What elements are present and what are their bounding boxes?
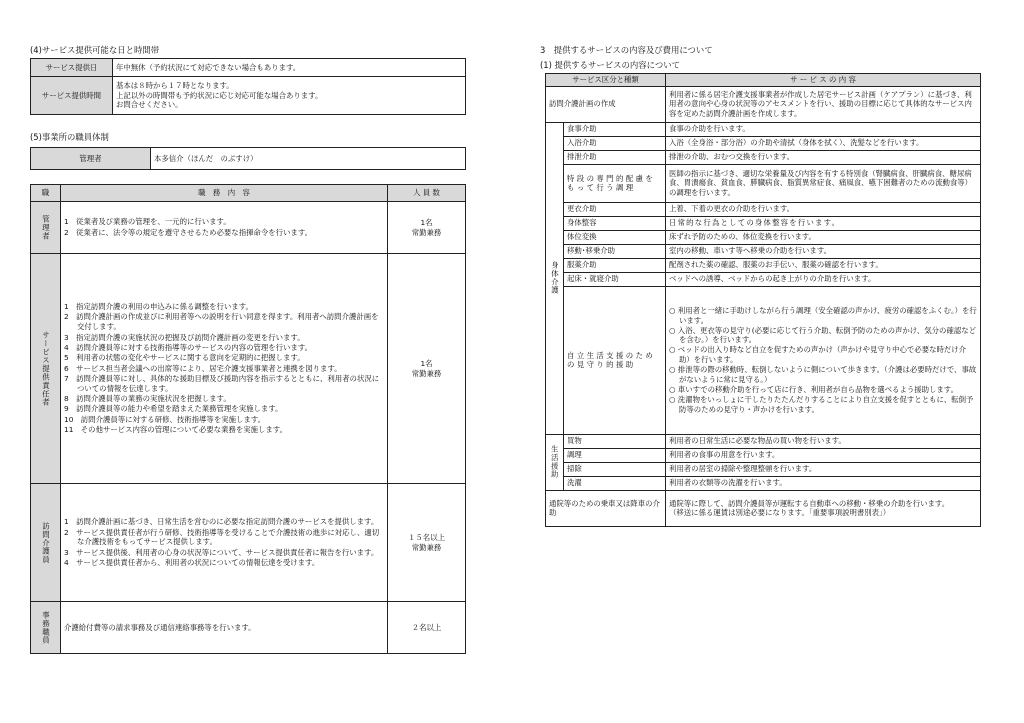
duty-item: 1 従業者及び業務の管理を、一元的に行います。 (64, 217, 231, 227)
transport-label: 通院等のための乗車又は降車の介助 (546, 490, 666, 526)
table-row (546, 86, 981, 122)
service-day-value: 年中無休（予約状況にて対応できない場合もあります。 (113, 59, 466, 77)
service-label: 服薬介助 (564, 258, 666, 272)
header-service-content: サ ー ビ ス の 内 容 (666, 74, 981, 87)
service-label: 掃除 (564, 462, 666, 476)
manager-name: 本多信介（ほんだ のぶすけ） (151, 148, 466, 170)
count-cell (388, 254, 466, 484)
duties-cell (61, 254, 388, 484)
support-item: ○ ベッドの出入り時など自立を促すための声かけ（声かけや見守り中心で必要な時だけ介助）を行います。 (669, 345, 967, 365)
duty-item: 4 訪問介護員等に対する技術指導等のサービスの内容の管理を行います。 (64, 342, 313, 352)
table-row (546, 202, 981, 216)
duty-item: 2 サービス提供責任者が行う研修、技術指導等を受けることで介護技術の進歩に対応し、適切な介護技術をもってサービス提供します。 (64, 527, 380, 547)
transport-content (666, 490, 981, 526)
section-5-title: (5)事業所の職員体制 (30, 132, 109, 142)
count-cell (388, 202, 466, 254)
service-label: 買物 (564, 434, 666, 448)
table-row (546, 230, 981, 244)
duty-item: 1 指定訪問介護の利用の申込みに係る調整を行います。 (64, 302, 253, 312)
duty-item: 3 サービス提供後、利用者の心身の状況等について、サービス提供責任者に報告を行います。 (64, 547, 379, 557)
service-label: 特段の専門的配慮をもって行う調理 (564, 164, 666, 202)
table-row (546, 216, 981, 230)
service-time-table (30, 58, 466, 115)
duty-item: 11 その他サービス内容の管理について必要な業務を実施します。 (64, 425, 287, 435)
service-hours-value (113, 77, 466, 115)
service-hours-line: お問合せください。 (116, 100, 183, 110)
section-3-title: 3 提供するサービスの内容及び費用について (540, 45, 713, 55)
service-label: 食事介助 (564, 122, 666, 136)
support-item: ○ 入浴、更衣等の見守り(必要に応じて行う介助、転倒予防のための声かけ、気分の確認などを含む。）を行います。 (669, 325, 977, 345)
staff-table (30, 184, 466, 654)
life-support-group: 生活援助 (546, 434, 564, 490)
table-row (31, 202, 466, 254)
service-content: 入浴（全身浴・部分浴）の介助や清拭（身体を拭く）、洗髪などを行います。 (666, 136, 981, 150)
count-cell (388, 484, 466, 602)
support-item: ○ 車いすでの移動介助を行って店に行き、利用者が自ら品物を選べるよう援助します。 (669, 385, 958, 395)
support-content (666, 286, 981, 434)
section-3-1-title: (1) 提供するサービスの内容について (540, 60, 680, 70)
service-hours-label: サービス提供時間 (31, 77, 113, 115)
service-content: 室内の移動、車いす等へ移乗の介助を行います。 (666, 244, 981, 258)
service-content: 排泄の介助、おむつ交換を行います。 (666, 150, 981, 164)
service-content: 利用者の居室の掃除や整理整頓を行います。 (666, 462, 981, 476)
support-item: ○ 利用者と一緒に手助けしながら行う調理（安全確認の声かけ、疲労の確認をふくむ。）を行います。 (669, 305, 977, 325)
duty-item: 4 サービス提供責任者から、利用者の状況についての情報伝達を受けます。 (64, 558, 320, 568)
count-value: 1名 (420, 217, 433, 227)
service-content: 利用者の日常生活に必要な物品の買い物を行います。 (666, 434, 981, 448)
table-row (546, 462, 981, 476)
plan-content: 利用者に係る居宅介護支援事業者が作成した居宅サービス計画（ケアプラン）に基づき、利用者の意向や心身の状況等のアセスメントを行い、援助の目標に応じて具体的なサービス内容を定めた訪問介護計画を作成します。 (666, 86, 981, 122)
service-content: 配剤された薬の確認、服薬のお手伝い、服薬の確認を行います。 (666, 258, 981, 272)
transport-line: （移送に係る運賃は別途必要になります。「重要事項説明書別表」） (669, 508, 891, 518)
support-item: ○ 排泄等の際の移動時、転倒しないように側について歩きます。（介護は必要時だけで、事故がないように常に見守る。） (669, 365, 977, 385)
table-row (546, 490, 981, 526)
duties-cell (61, 202, 388, 254)
table-row (546, 258, 981, 272)
service-label: 起床・就寝介助 (564, 272, 666, 286)
support-label: 自立生活支援のための見守り的援助 (564, 286, 666, 434)
service-label: 移動･移乗介助 (564, 244, 666, 258)
table-row (546, 136, 981, 150)
role-cell: 管理者 (31, 202, 61, 254)
role-cell: 事務職員 (31, 602, 61, 654)
service-label: 入浴介助 (564, 136, 666, 150)
table-row (546, 244, 981, 258)
table-row (31, 602, 466, 654)
service-label: 体位変換 (564, 230, 666, 244)
duty-item: 10 訪問介護員等に対する研修、技術指導等を実施します。 (64, 414, 265, 424)
table-row (546, 122, 981, 136)
duty-item: 2 従業者に、法令等の規定を遵守させるため必要な指揮命令を行います。 (64, 227, 313, 237)
duty-item: 1 訪問介護計画に基づき、日常生活を営むのに必要な指定訪問介護のサービスを提供します。 (64, 517, 379, 527)
service-content: 日常的な行為としての身体整容を行います。 (666, 216, 981, 230)
support-item: ○ 洗濯物をいっしょに干したりたたんだりすることにより自立支援を促すとともに、転倒予防等のための見守り・声かけを行います。 (669, 395, 974, 414)
duty-item: 5 利用者の状態の変化やサービスに関する意向を定期的に把握します。 (64, 353, 305, 363)
service-label: 洗濯 (564, 476, 666, 490)
duties-cell (61, 602, 388, 654)
service-day-label: サービス提供日 (31, 59, 113, 77)
duty-item: 3 指定訪問介護の実施状況の把握及び訪問介護計画の変更を行います。 (64, 332, 305, 342)
count-value: 1名 (420, 358, 433, 368)
table-row (31, 254, 466, 484)
body-care-group: 身体介護 (546, 122, 564, 434)
service-hours-line: 基本は８時から１７時となります。 (116, 80, 234, 90)
plan-label: 訪問介護計画の作成 (546, 86, 666, 122)
transport-line: 通院等に際して、訪問介護員等が運転する自動車への移動・移乗の介助を行います。 (669, 498, 950, 508)
count-type: 常勤兼務 (411, 542, 442, 552)
table-row (546, 448, 981, 462)
header-count: 人 員 数 (388, 185, 466, 202)
duty-item: 9 訪問介護員等の能力や希望を踏まえた業務管理を実施します。 (64, 404, 283, 414)
service-content: 食事の介助を行います。 (666, 122, 981, 136)
service-content: 医師の指示に基づき、適切な栄養量及び内容を有する特別食（腎臓病食、肝臓病食、糖尿病食、胃潰瘍食、貧血食、膵臓病食、脂質異常症食、痛風食、嚥下困難者のための流動食等）の調理を行います。 (666, 164, 981, 202)
role-cell: 訪問介護員 (31, 484, 61, 602)
table-row (546, 434, 981, 448)
table-row (546, 150, 981, 164)
count-value: ２名以上 (411, 622, 442, 632)
duty-item: 介護給付費等の請求事務及び通信連絡事務等を行います。 (64, 622, 256, 632)
count-value: １５名以上 (408, 532, 445, 542)
service-label: 身体整容 (564, 216, 666, 230)
manager-table (30, 147, 466, 170)
header-duties: 職 務 内 容 (61, 185, 388, 202)
role-cell: サービス提供責任者 (31, 254, 61, 484)
table-row (31, 484, 466, 602)
service-label: 排泄介助 (564, 150, 666, 164)
count-type: 常勤兼務 (411, 227, 442, 237)
section-4-title: (4)サービス提供可能な日と時間帯 (30, 45, 160, 55)
header-service-type: サービス区分と種類 (546, 74, 666, 87)
service-content: 床ずれ予防のための、体位変換を行います。 (666, 230, 981, 244)
service-content-table (545, 73, 981, 527)
count-type: 常勤兼務 (411, 368, 442, 378)
service-content: 利用者の衣類等の洗濯を行います。 (666, 476, 981, 490)
service-content: ベッドへの誘導、ベッドからの起き上がりの介助を行います。 (666, 272, 981, 286)
service-label: 更衣介助 (564, 202, 666, 216)
service-hours-line: 上記以外の時間帯も予約状況に応じ対応可能な場合あります。 (116, 90, 323, 100)
table-row (546, 476, 981, 490)
table-row (546, 286, 981, 434)
duty-item: 6 サービス担当者会議への出席等により、居宅介護支援事業者と連携を図ります。 (64, 363, 342, 373)
table-row (546, 164, 981, 202)
count-cell (388, 602, 466, 654)
service-content: 利用者の食事の用意を行います。 (666, 448, 981, 462)
duties-cell (61, 484, 388, 602)
service-label: 調理 (564, 448, 666, 462)
duty-item: 7 訪問介護員等に対し、具体的な援助目標及び援助内容を指示するとともに、利用者の状況についての情報を伝達します。 (64, 373, 380, 393)
service-content: 上着、下着の更衣の介助を行います。 (666, 202, 981, 216)
duty-item: 8 訪問介護員等の業務の実施状況を把握します。 (64, 394, 231, 404)
header-role: 職 (31, 185, 61, 202)
table-row (546, 272, 981, 286)
manager-label: 管理者 (31, 148, 151, 170)
duty-item: 2 訪問介護計画の作成並びに利用者等への説明を行い同意を得ます。利用者へ訪問介護計画を交付します。 (64, 312, 379, 332)
